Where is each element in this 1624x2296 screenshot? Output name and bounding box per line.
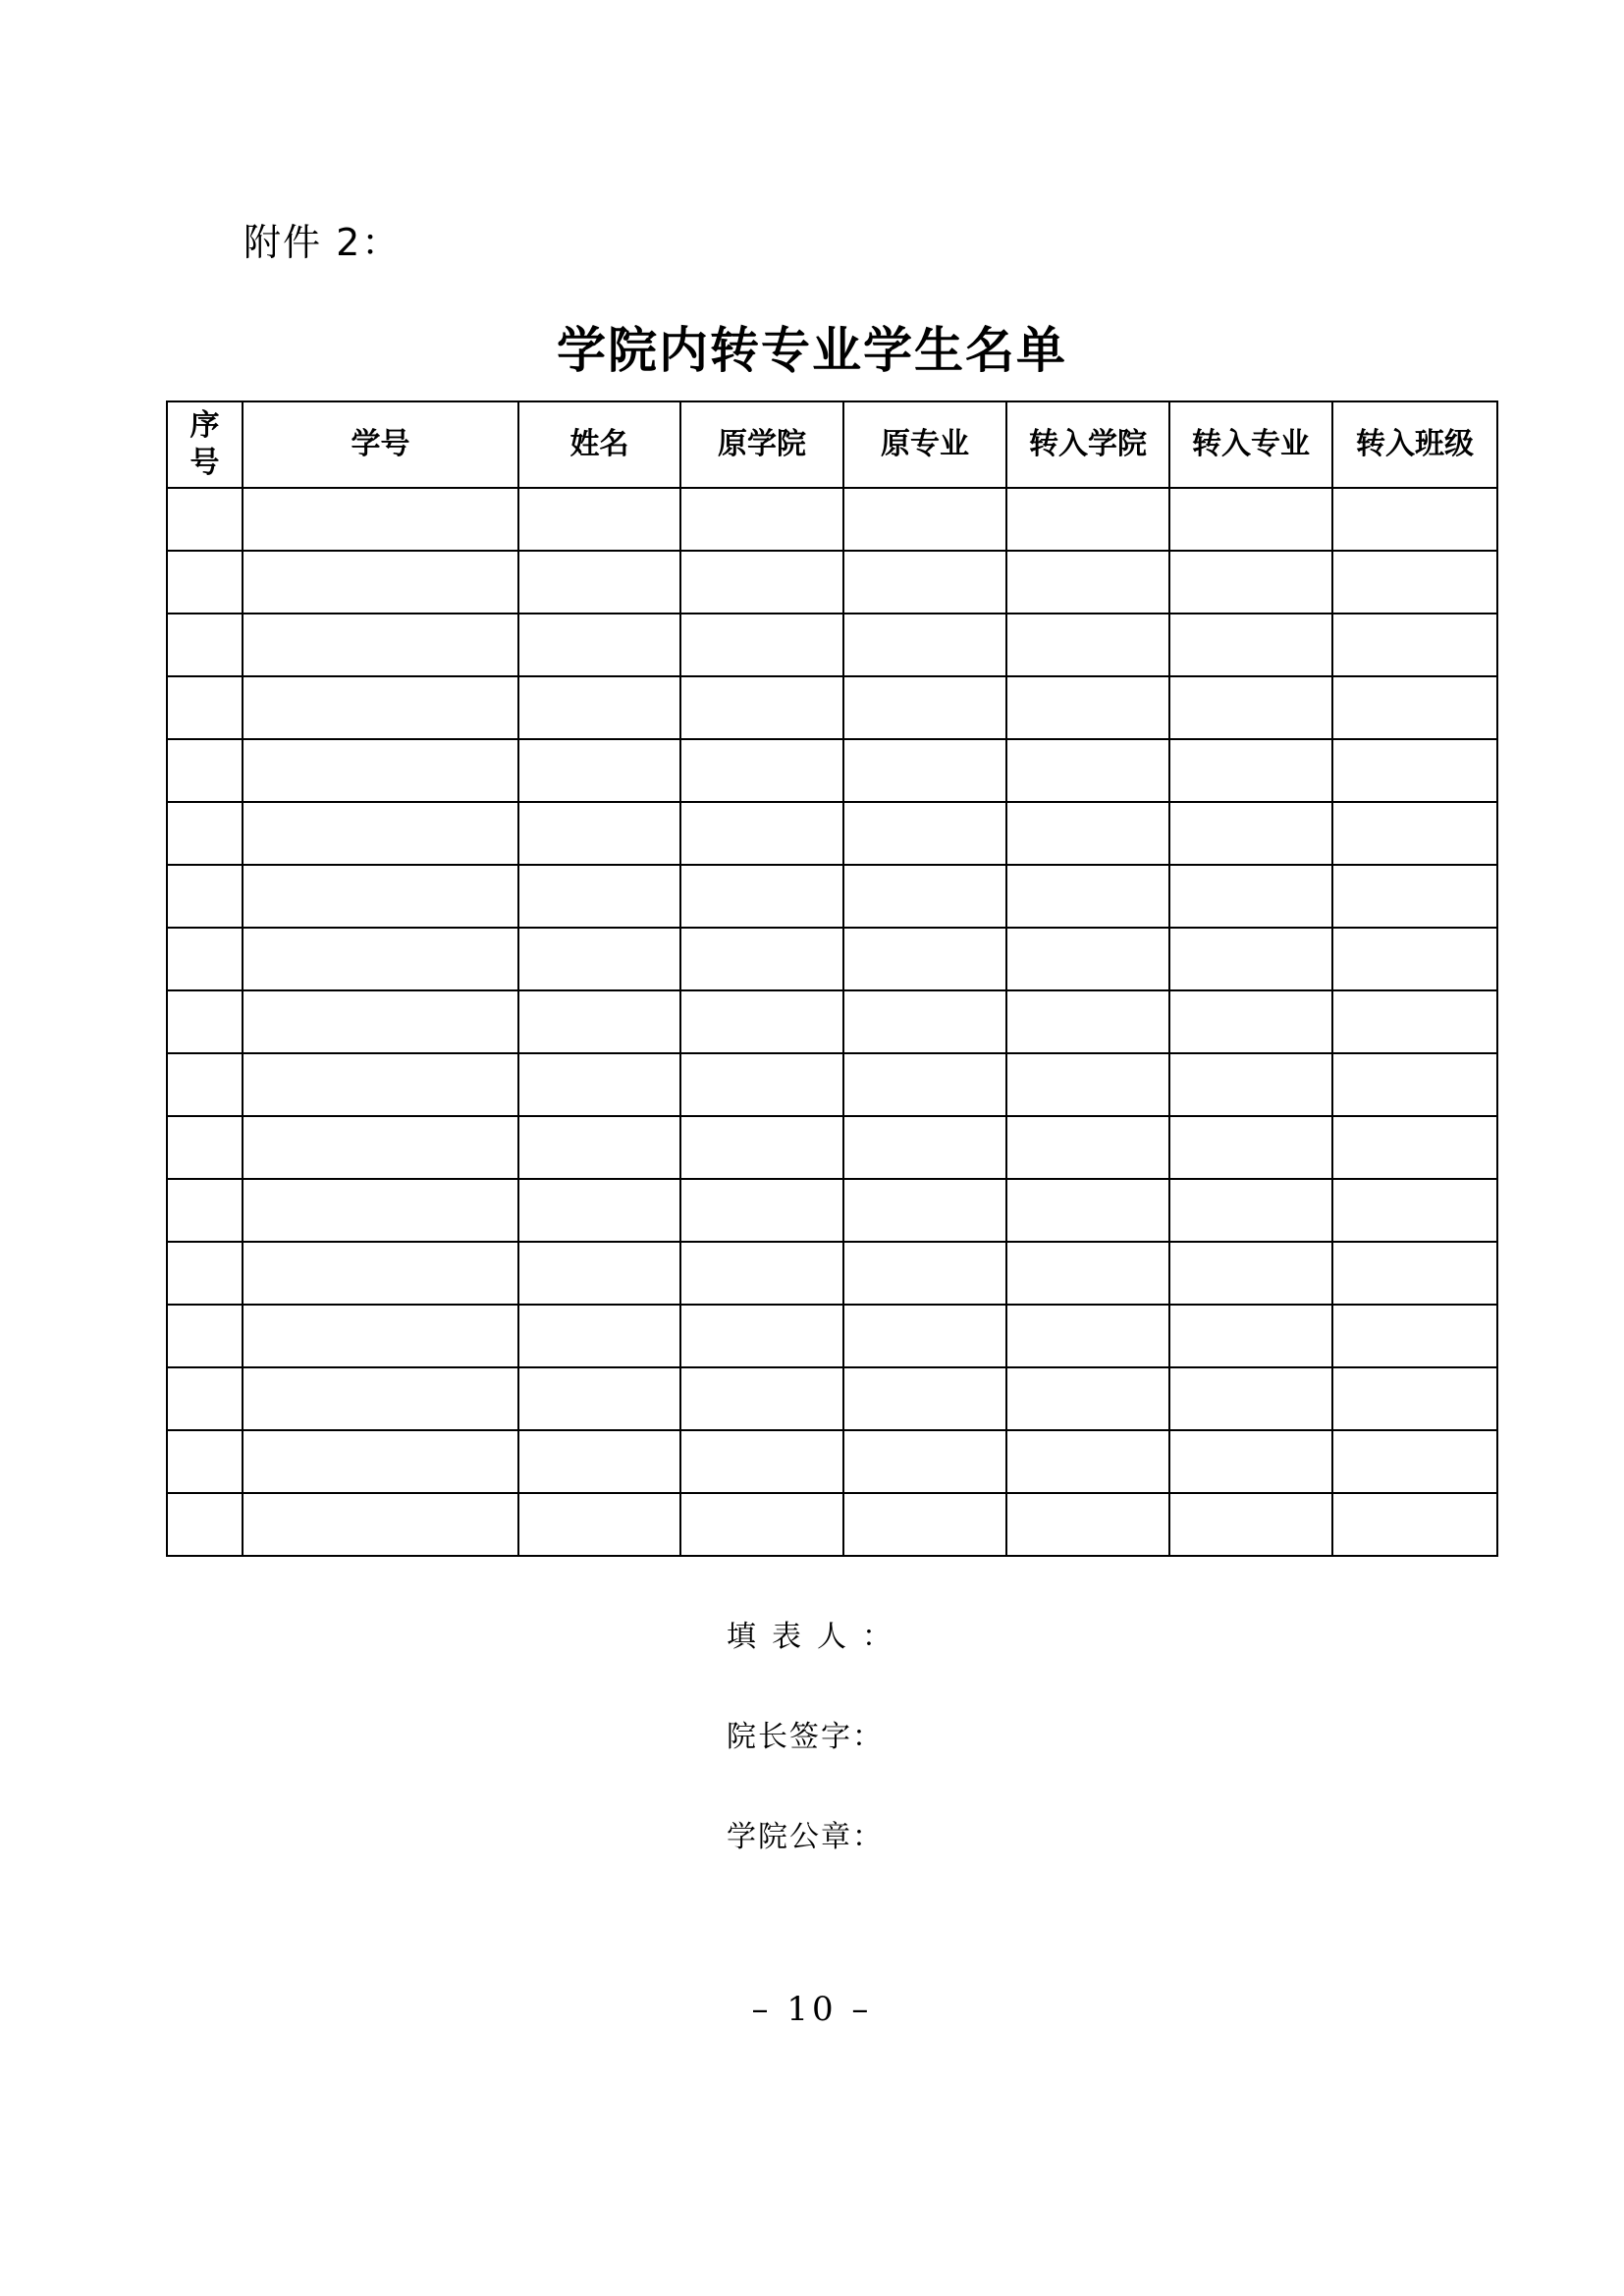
table-body [167, 488, 1497, 1556]
table-cell[interactable] [843, 1430, 1006, 1493]
table-cell[interactable] [680, 676, 843, 739]
dean-signature-label: 院长签字： [727, 1720, 884, 1754]
table-row [167, 1305, 1497, 1367]
filler-label: 填表人： [727, 1620, 907, 1654]
table-cell[interactable] [1006, 1053, 1169, 1116]
table-cell[interactable] [1006, 739, 1169, 802]
table-cell[interactable] [1006, 1242, 1169, 1305]
table-row [167, 739, 1497, 802]
table-cell[interactable] [843, 739, 1006, 802]
table-cell[interactable] [167, 1116, 243, 1179]
table-cell[interactable] [1169, 676, 1332, 739]
table-cell[interactable] [518, 928, 680, 990]
table-cell[interactable] [680, 928, 843, 990]
table-cell[interactable] [680, 614, 843, 676]
table-cell[interactable] [843, 676, 1006, 739]
column-header-original-college: 原学院 [680, 401, 843, 488]
table-cell[interactable] [518, 676, 680, 739]
table-cell[interactable] [1332, 1367, 1497, 1430]
table-cell[interactable] [1332, 614, 1497, 676]
table-row [167, 488, 1497, 551]
table-cell[interactable] [680, 739, 843, 802]
table-cell[interactable] [680, 1179, 843, 1242]
table-cell[interactable] [1169, 739, 1332, 802]
table-cell[interactable] [1332, 865, 1497, 928]
table-cell[interactable] [518, 1053, 680, 1116]
table-cell[interactable] [1006, 1367, 1169, 1430]
transfer-student-table [166, 400, 1498, 1557]
table-cell[interactable] [843, 614, 1006, 676]
column-header-new-class: 转入班级 [1332, 401, 1497, 488]
table-cell[interactable] [243, 1430, 518, 1493]
table-cell[interactable] [680, 551, 843, 614]
table-cell[interactable] [1169, 1179, 1332, 1242]
table-cell[interactable] [1006, 865, 1169, 928]
table-cell[interactable] [1006, 1116, 1169, 1179]
table-cell[interactable] [1332, 1179, 1497, 1242]
table-cell[interactable] [1169, 1305, 1332, 1367]
table-cell[interactable] [1169, 865, 1332, 928]
table-cell[interactable] [167, 865, 243, 928]
table-cell[interactable] [243, 1305, 518, 1367]
table-cell[interactable] [1006, 928, 1169, 990]
table-row [167, 802, 1497, 865]
table-cell[interactable] [167, 551, 243, 614]
table-cell[interactable] [1006, 488, 1169, 551]
table-cell[interactable] [1332, 739, 1497, 802]
table-cell[interactable] [167, 928, 243, 990]
table-cell[interactable] [843, 1242, 1006, 1305]
table-cell[interactable] [167, 1430, 243, 1493]
table-cell[interactable] [167, 990, 243, 1053]
table-cell[interactable] [843, 928, 1006, 990]
table-cell[interactable] [1169, 1116, 1332, 1179]
table-cell[interactable] [243, 990, 518, 1053]
table-cell[interactable] [843, 551, 1006, 614]
table-cell[interactable] [1169, 488, 1332, 551]
table-cell[interactable] [680, 1430, 843, 1493]
table-cell[interactable] [518, 802, 680, 865]
table-row [167, 1430, 1497, 1493]
table-cell[interactable] [167, 802, 243, 865]
table-cell[interactable] [167, 1053, 243, 1116]
table-cell[interactable] [243, 865, 518, 928]
table-cell[interactable] [680, 802, 843, 865]
table-cell[interactable] [1006, 802, 1169, 865]
table-cell[interactable] [1332, 1053, 1497, 1116]
table-cell[interactable] [1169, 990, 1332, 1053]
table-cell[interactable] [1332, 928, 1497, 990]
table-cell[interactable] [243, 928, 518, 990]
table-cell[interactable] [243, 1493, 518, 1556]
table-cell[interactable] [243, 1242, 518, 1305]
table-cell[interactable] [1332, 551, 1497, 614]
table-cell[interactable] [1169, 1367, 1332, 1430]
table-cell[interactable] [518, 1305, 680, 1367]
table-cell[interactable] [680, 1116, 843, 1179]
table-cell[interactable] [243, 802, 518, 865]
column-header-new-college: 转入学院 [1006, 401, 1169, 488]
table-row [167, 990, 1497, 1053]
table-cell[interactable] [167, 1305, 243, 1367]
table-cell[interactable] [843, 1367, 1006, 1430]
table-cell[interactable] [167, 1493, 243, 1556]
column-header-new-major: 转入专业 [1169, 401, 1332, 488]
table-cell[interactable] [243, 1053, 518, 1116]
table-cell[interactable] [1169, 802, 1332, 865]
table-cell[interactable] [518, 739, 680, 802]
table-cell[interactable] [243, 1116, 518, 1179]
column-header-student-id: 学号 [243, 401, 518, 488]
table-cell[interactable] [680, 488, 843, 551]
table-row [167, 1053, 1497, 1116]
table-cell[interactable] [680, 1305, 843, 1367]
table-cell[interactable] [843, 802, 1006, 865]
table-cell[interactable] [1332, 802, 1497, 865]
table-cell[interactable] [518, 551, 680, 614]
table-row [167, 1179, 1497, 1242]
table-cell[interactable] [518, 1116, 680, 1179]
table-row [167, 865, 1497, 928]
table-cell[interactable] [243, 1179, 518, 1242]
table-cell[interactable] [680, 1053, 843, 1116]
table-cell[interactable] [1006, 1179, 1169, 1242]
table-cell[interactable] [243, 676, 518, 739]
table-row [167, 676, 1497, 739]
table-cell[interactable] [1006, 990, 1169, 1053]
table-row [167, 928, 1497, 990]
table-cell[interactable] [843, 1116, 1006, 1179]
table-cell[interactable] [1169, 551, 1332, 614]
table-cell[interactable] [243, 551, 518, 614]
table-cell[interactable] [518, 614, 680, 676]
table-cell[interactable] [518, 1242, 680, 1305]
college-seal-label: 学院公章： [727, 1820, 884, 1854]
table-cell[interactable] [843, 1053, 1006, 1116]
table-cell[interactable] [167, 739, 243, 802]
table-cell[interactable] [1332, 676, 1497, 739]
table-cell[interactable] [843, 1493, 1006, 1556]
table-row [167, 614, 1497, 676]
table-cell[interactable] [167, 676, 243, 739]
table-cell[interactable] [1006, 1493, 1169, 1556]
table-cell[interactable] [1332, 488, 1497, 551]
table-cell[interactable] [167, 488, 243, 551]
attachment-label: 附件 2： [244, 221, 402, 264]
table-cell[interactable] [1006, 676, 1169, 739]
table-cell[interactable] [1169, 1242, 1332, 1305]
table-row [167, 551, 1497, 614]
document-title: 学院内转专业学生名单 [557, 321, 1067, 379]
table-cell[interactable] [243, 614, 518, 676]
table-header-row [167, 401, 1497, 488]
column-header-original-major: 原专业 [843, 401, 1006, 488]
table-cell[interactable] [1332, 1305, 1497, 1367]
table-cell[interactable] [1169, 614, 1332, 676]
table-cell[interactable] [680, 1367, 843, 1430]
table-cell[interactable] [843, 1179, 1006, 1242]
table-cell[interactable] [167, 614, 243, 676]
table-cell[interactable] [1006, 1430, 1169, 1493]
table-cell[interactable] [518, 1430, 680, 1493]
table-cell[interactable] [1169, 1493, 1332, 1556]
table-cell[interactable] [1169, 1053, 1332, 1116]
column-header-name: 姓名 [518, 401, 680, 488]
table-cell[interactable] [518, 1179, 680, 1242]
table-cell[interactable] [680, 1242, 843, 1305]
table-cell[interactable] [243, 1367, 518, 1430]
table-cell[interactable] [680, 990, 843, 1053]
table-row [167, 1493, 1497, 1556]
table-row [167, 1367, 1497, 1430]
table-cell[interactable] [167, 1367, 243, 1430]
table-cell[interactable] [843, 990, 1006, 1053]
table-cell[interactable] [1006, 551, 1169, 614]
table-cell[interactable] [680, 865, 843, 928]
table-cell[interactable] [843, 1305, 1006, 1367]
table-cell[interactable] [518, 990, 680, 1053]
table-cell[interactable] [1332, 1242, 1497, 1305]
table-cell[interactable] [518, 865, 680, 928]
table-cell[interactable] [1332, 1493, 1497, 1556]
table-cell[interactable] [1332, 1430, 1497, 1493]
table-cell[interactable] [1169, 928, 1332, 990]
column-header-seq: 序号 [167, 401, 243, 488]
table-cell[interactable] [1169, 1430, 1332, 1493]
table-cell[interactable] [167, 1179, 243, 1242]
table-cell[interactable] [1006, 614, 1169, 676]
table-cell[interactable] [843, 488, 1006, 551]
table-cell[interactable] [518, 488, 680, 551]
table-cell[interactable] [243, 488, 518, 551]
table-cell[interactable] [243, 739, 518, 802]
table-cell[interactable] [518, 1367, 680, 1430]
table-cell[interactable] [518, 1493, 680, 1556]
table-row [167, 1116, 1497, 1179]
table-cell[interactable] [1332, 990, 1497, 1053]
table-cell[interactable] [1332, 1116, 1497, 1179]
table-cell[interactable] [1006, 1305, 1169, 1367]
table-row [167, 1242, 1497, 1305]
table-cell[interactable] [167, 1242, 243, 1305]
table-cell[interactable] [680, 1493, 843, 1556]
page-number: – 10 – [751, 1990, 873, 2029]
table-cell[interactable] [843, 865, 1006, 928]
